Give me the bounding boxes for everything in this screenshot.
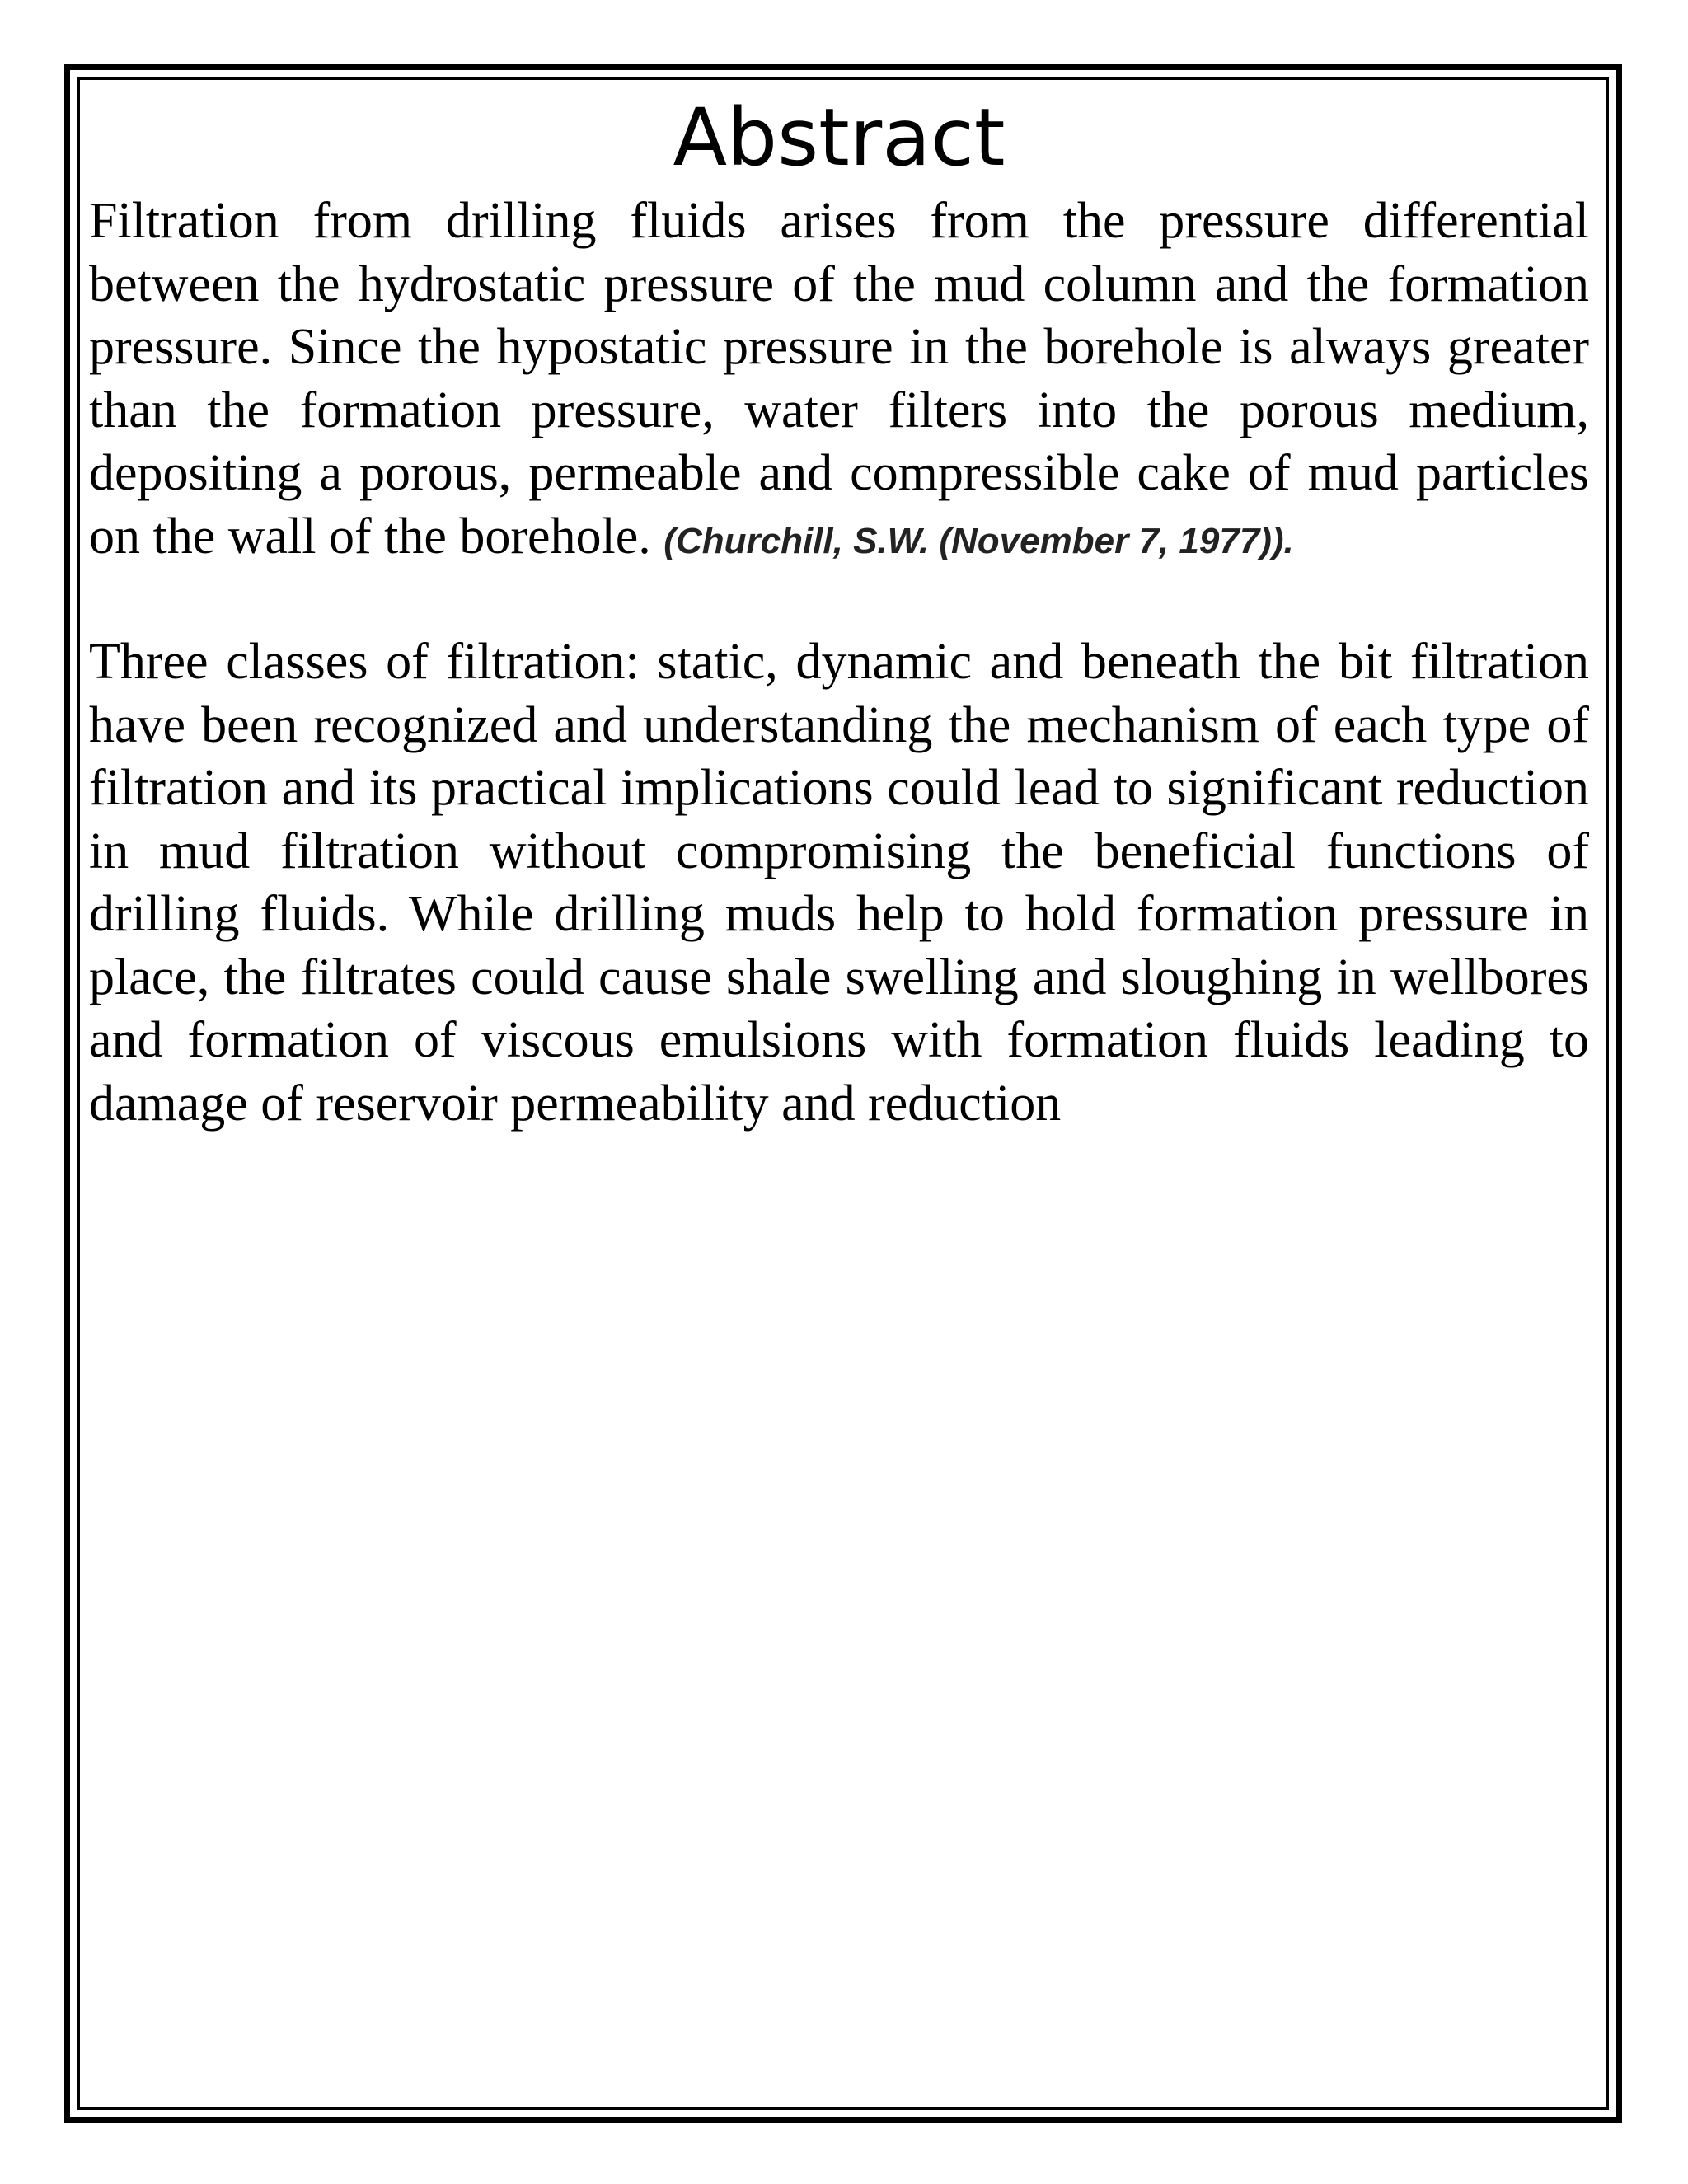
abstract-paragraph-1 xyxy=(89,190,1589,568)
paragraph-1-text: Filtration from drilling fluids arises from the pressure differential between the hydrostatic pressure of the mud column and the formation pressure. Since the hypostatic pressure in the borehole is always greater than the formation pressure, water filters into the porous medium, depositing a porous, permeable and compressible cake of mud particles on the wall of the borehole. xyxy=(89,193,1589,565)
abstract-section xyxy=(89,89,1589,1135)
page-title: Abstract xyxy=(673,91,1006,184)
citation: (Churchill, S.W. (November 7, 1977)). xyxy=(663,520,1294,561)
abstract-paragraph-2: Three classes of filtration: static, dynamic and beneath the bit filtration have been recognized and understanding the mechanism of each type of filtration and its practical implications could lead to significant reduction in mud filtration without compromising the beneficial functions of drilling fluids. While drilling muds help to hold formation pressure in place, the filtrates could cause shale swelling and sloughing in wellbores and formation of viscous emulsions with formation fluids leading to damage of reservoir permeability and reduction xyxy=(89,634,1589,1132)
